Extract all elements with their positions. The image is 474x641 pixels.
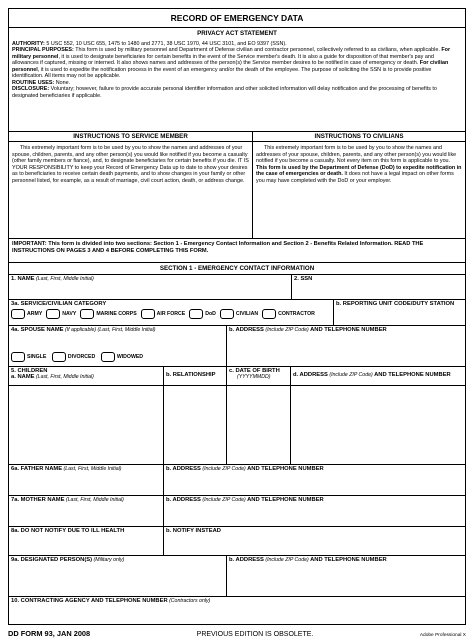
checkbox-box [141,309,155,319]
children-address-input[interactable] [291,386,465,464]
contracting-agency-field[interactable]: 10. CONTRACTING AGENCY AND TELEPHONE NUMBER (Contractors only) [11,598,211,604]
civilian-instructions [253,132,465,238]
row-father [9,465,465,496]
row-children-header [9,367,465,386]
name-field[interactable]: 1. NAME (Last, First, Middle Initial) [9,275,292,299]
checkbox-box [262,309,276,319]
do-not-notify-field[interactable]: 8a. DO NOT NOTIFY DUE TO ILL HEALTH [9,527,164,555]
checkbox-box [101,352,115,362]
privacy-act-statement [9,28,465,132]
important-notice: IMPORTANT: This form is divided into two sections: Section 1 - Emergency Contact Information and Section 2 - Benefits Related Information. READ THE INSTRUCTIONS ON PAGES 3 AND 4 BEFORE COMPLETING THIS FORM. [9,239,465,263]
children-name-header: 5. CHILDREN a. NAME (Last, First, Middle Initial) [9,367,164,385]
spouse-address-field[interactable]: b. ADDRESS (Include ZIP Code) AND TELEPHONE NUMBER [229,327,387,333]
privacy-heading: PRIVACY ACT STATEMENT [197,30,277,37]
mother-address-field[interactable]: b. ADDRESS (Include ZIP Code) AND TELEPHONE NUMBER [166,497,324,503]
designated-person-field[interactable]: 9a. DESIGNATED PERSON(S) (Military only) [9,556,227,596]
civilian-instructions-text: This extremely important form is to be used by you to show the names and addresses of your spouse, children, parents, and any other person(s) you would like notified if you become a casualty. Not every item on this form is applicable to you. This form is used by the Department of Defense (DoD) to expedite notification in the case of emergencies or death. It does not have a legal impact on other forms you may have completed with the DoD or your employer. [256,145,462,184]
dob-header: c. DATE OF BIRTH (YYYYMMDD) [227,367,291,385]
ssn-field[interactable]: 2. SSN [294,276,313,282]
checkbox-box [46,309,60,319]
row-do-not-notify [9,527,465,556]
children-name-input[interactable] [9,386,164,464]
member-instructions-heading: INSTRUCTIONS TO SERVICE MEMBER [9,132,252,142]
category-civilian-checkbox[interactable]: CIVILIAN [220,309,258,319]
children-entries [9,386,465,465]
emergency-data-form [8,8,466,625]
children-relationship-input[interactable] [164,386,227,464]
disclosure-line: DISCLOSURE: Voluntary; however, failure to provide accurate personal identifier information and other solicited information will delay notification and the processing of benefits to designated beneficiaries if applicable. [12,86,437,99]
category-navy-checkbox[interactable]: NAVY [46,309,76,319]
father-name-field[interactable]: 6a. FATHER NAME (Last, First, Middle Initial) [9,465,164,495]
form-page [8,8,466,638]
member-instructions-text: This extremely important form is to be used by you to show the names and addresses of your spouse, children, parents, and any other person(s) you would like notified if you become a casualty (other family members or fiance), and, to designate beneficiaries for certain benefits if you die. IT IS YOUR RESPONSIBILITY to keep your Record of Emergency Data up to date to show your desires as to beneficiaries to receive certain death payments, and to show changes in your family or other personnel listed, for example, as a result of marriage, civil court action, death, or address change. [12,145,249,184]
checkbox-box [52,352,66,362]
widowed-checkbox[interactable]: WIDOWED [101,352,143,362]
member-instructions [9,132,253,238]
divorced-checkbox[interactable]: DIVORCED [52,352,95,362]
spouse-name-field[interactable]: 4a. SPOUSE NAME (If applicable) (Last, First, Middle Initial) SINGLE DIVORCED WIDOWED [9,326,227,366]
civilian-instructions-heading: INSTRUCTIONS TO CIVILIANS [253,132,465,142]
row-spouse [9,326,465,367]
row-contracting-agency [9,597,465,624]
instructions-section [9,132,465,239]
producer-note: Adobe Professional X [419,633,466,638]
category-dod-checkbox[interactable]: DoD [189,309,216,319]
row-category [9,300,465,326]
designated-address-field[interactable]: b. ADDRESS (Include ZIP Code) AND TELEPHONE NUMBER [229,557,387,563]
row-mother [9,496,465,527]
reporting-unit-field[interactable]: b. REPORTING UNIT CODE/DUTY STATION [336,301,455,307]
checkbox-box [220,309,234,319]
form-identifier: DD FORM 93, JAN 2008 [8,629,91,638]
father-address-field[interactable]: b. ADDRESS (Include ZIP Code) AND TELEPHONE NUMBER [166,466,324,472]
checkbox-box [11,352,25,362]
authority-line: AUTHORITY: 5 USC 552, 10 USC 655, 1475 to 1480 and 2771, 38 USC 1970, 44 USC 3101, and EO 9397 (SSN). [12,40,287,47]
obsolete-notice: PREVIOUS EDITION IS OBSOLETE. [196,631,314,638]
children-address-header: d. ADDRESS (Include ZIP Code) AND TELEPHONE NUMBER [293,372,451,378]
checkbox-box [11,309,25,319]
form-footer [8,629,466,638]
category-marine-corps-checkbox[interactable]: MARINE CORPS [80,309,136,319]
notify-instead-field[interactable]: b. NOTIFY INSTEAD [166,528,221,534]
routine-uses-line: ROUTINE USES: None. [12,79,71,86]
category-options [11,309,331,321]
category-army-checkbox[interactable]: ARMY [11,309,42,319]
children-dob-input[interactable] [227,386,291,464]
single-checkbox[interactable]: SINGLE [11,352,46,362]
checkbox-box [189,309,203,319]
row-designated [9,556,465,597]
purposes-line: PRINCIPAL PURPOSES: This form is used by military personnel and Department of Defense civilian and contractor personnel, collectively referred to as civilians, when applicable. For military personnel, it is used to designate beneficiaries for certain benefits in the event of the Service member's death. It is also a guide for disposition of that member's pay and allowances if captured, missing or interned. It also shows names and addresses of the person(s) the Service member desires to be notified in case of emergency or death. For civilian personnel, it is used to expedite the notification process in the event of an emergency and/or the death of the employee. The purpose of soliciting the SSN is to provide positive identification. All items may not be applicable. [12,47,451,79]
form-title: RECORD OF EMERGENCY DATA [9,9,465,28]
category-contractor-checkbox[interactable]: CONTRACTOR [262,309,315,319]
row-name-ssn [9,275,465,300]
checkbox-box [80,309,94,319]
mother-name-field[interactable]: 7a. MOTHER NAME (Last, First, Middle Initial) [9,496,164,526]
marital-options [11,352,147,364]
category-field: 3a. SERVICE/CIVILIAN CATEGORY ARMY NAVY MARINE CORPS AIR FORCE DoD CIVILIAN CONTRACTOR [9,300,334,325]
relationship-header: b. RELATIONSHIP [164,367,227,385]
section-1-heading: SECTION 1 - EMERGENCY CONTACT INFORMATION [9,263,465,275]
category-air-force-checkbox[interactable]: AIR FORCE [141,309,186,319]
